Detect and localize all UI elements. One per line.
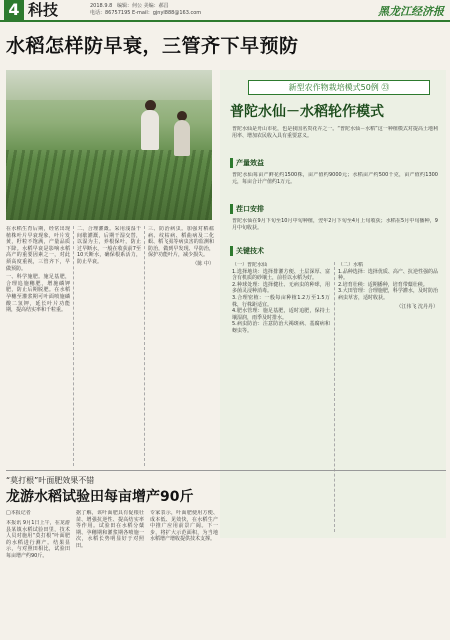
section-title: 科技 [28, 1, 59, 19]
tech-col-1 [232, 262, 330, 532]
tech-item: 3.合理密植：一般每亩种植1.2万至1.5万株，行株距适宜。 [232, 294, 330, 308]
tech-item: （二）水稻 [338, 262, 364, 268]
main-paragraph-2: 一、科学施肥。施足基肥，合理追施穗肥，增施磷钾肥，防止后期脱肥。在水稻孕穗至灌浆期可叶面喷施磷酸二氢钾，延长叶片功能期，提高结实率和千粒重。 [6, 274, 70, 314]
tech-item: 1.品种选择：选择优质、高产、抗逆性强的品种。 [338, 268, 438, 282]
newspaper-brand: 黑龙江经济报 [378, 5, 444, 18]
main-article-col-1 [6, 226, 70, 466]
editor-line: 编辑：何公 美编：郝昌 [117, 3, 169, 9]
tech-item: 4.肥水管理：施足基肥，适时追肥，保持土壤湿润，雨季及时排水。 [232, 308, 330, 321]
tech-item: 2.培育壮秧：适期播种，培育带蘖壮秧。 [338, 281, 428, 288]
schedule-heading: 茬口安排 [230, 204, 264, 214]
tech-item: 3.大田管理：合理施肥，科学灌水，及时防治病虫草害，适时收获。 [338, 288, 438, 301]
output-heading: 产量效益 [230, 158, 264, 168]
main-headline: 水稻怎样防早衰，三管齐下早预防 [6, 35, 299, 57]
tech-item: 2.种球处理：选择健壮、无病虫的种球，用多菌灵浸种消毒。 [232, 281, 330, 295]
second-paragraph-3: 专家表示，叶面肥使用方便、成本低、见效快，在水稻生产中推广应用前景广阔。下一步，将扩大示范面积，为当地水稻增产增收提供技术支撑。 [150, 510, 218, 543]
main-signature: （陈 中） [192, 260, 214, 267]
panel-intro: 普陀水仙是舟山市花，也是我国名贵花卉之一。“普陀水仙－水稻”这一种植模式对提高土地利用率、增加农民收入具有重要意义。 [232, 126, 438, 139]
second-paragraph-2: 据了解，该叶面肥具有促根壮苗、增强抗逆性、提高结实率等作用。试验田在水稻分蘖期、孕穗期和灌浆期各喷施一次，水稻长势明显好于对照田。 [76, 510, 144, 549]
main-paragraph-3: 二、合理灌溉。采用浅湿干间歇灌溉，后期干湿交替，以湿为主，养根保叶，防止过早断水，一般在收获前7至10天断水，确保根系活力，防止早衰。 [77, 226, 141, 265]
main-paragraph-1: 在水稻生育后期，经常出现植株叶片早衰现象，叶片发黄，籽粒不饱满，产量品质下降。水稻早衰是影响水稻高产的重要因素之一，对此须高度重视，三管齐下，早做预防。 [6, 226, 70, 272]
masthead-meta [90, 3, 290, 17]
page-number: 4 [4, 0, 24, 20]
panel-signature: （江伟飞 沈丹丹） [396, 303, 438, 310]
date-line: 2018.9.8 [90, 3, 113, 9]
second-kicker: “莫打根”叶面肥效果不错 [6, 476, 95, 485]
tech-item: 5.病虫防治：注意防治大褐斑病、基腐病和蚜虫等。 [232, 321, 330, 334]
panel-title: 普陀水仙－水稻轮作模式 [230, 104, 384, 120]
main-paragraph-4: 三、防治病虫。加强对稻瘟病、纹枯病、稻曲病及二化螟、稻飞虱等病虫害的监测和防治，做到早发现、早防治，保护功能叶片，减少损失。 [148, 226, 214, 259]
main-article-col-3 [148, 226, 214, 466]
main-article-col-2 [77, 226, 141, 466]
second-col-1 [6, 520, 70, 636]
tech-heading: 关键技术 [230, 246, 264, 256]
rice-field-photo [6, 70, 212, 220]
second-headline: 龙游水稻试验田每亩增产90斤 [6, 489, 194, 505]
tech-item: （一）普陀水仙 [232, 262, 268, 268]
output-text: 普陀水仙每亩产鲜花约1500株，亩产值约9000元；水稻亩产约500千克，亩产值约1300元，每亩合计产值约1万元。 [232, 172, 438, 185]
phone-line: 电话：86757195 E-mail：gjnyl888@163.com [90, 10, 202, 16]
second-byline: □本报记者 [6, 510, 31, 516]
second-col-3 [150, 510, 218, 636]
second-col-2 [76, 510, 144, 636]
tech-col-2 [338, 262, 438, 532]
series-number: ㉓ [381, 83, 390, 92]
tech-item: 1.选择地块：选择排灌方便、土层深厚、富含有机质的砂壤土，前茬以水稻为好。 [232, 268, 330, 282]
series-header: 新型农作物栽培模式50例 ㉓ [248, 80, 430, 95]
second-paragraph-1: 本报讯 9月1日上午，在龙游县某镇水稻试验田里，技术人员对施用“莫打根”叶面肥的水稻进行测产。结果显示，与对照田相比，试验田每亩增产约90斤。 [6, 520, 70, 559]
schedule-text: 普陀水仙在9月下旬至10月中旬种植，翌年2月下旬至4月上旬收获；水稻在5月中旬播种，9月中旬收获。 [232, 218, 438, 231]
